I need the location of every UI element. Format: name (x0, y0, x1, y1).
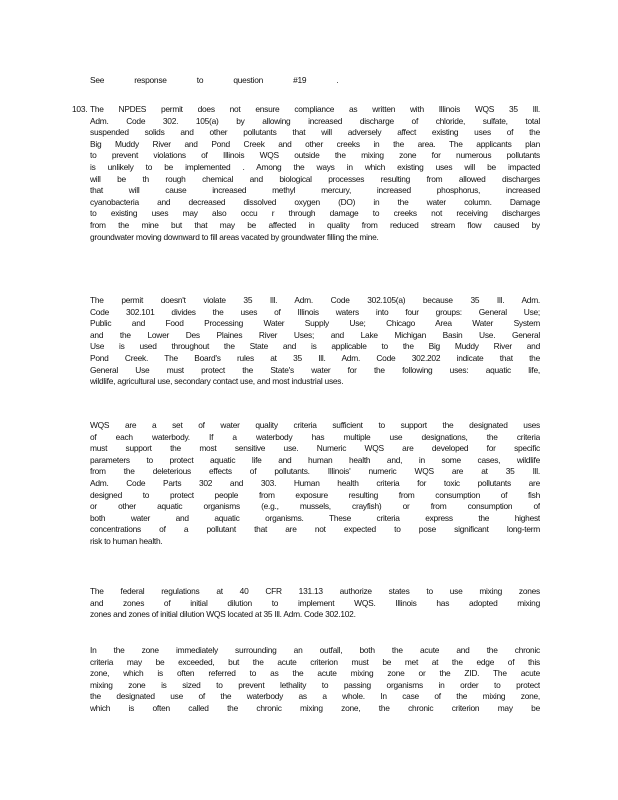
text-line: risk to human health. (90, 535, 163, 546)
text-line: that will cause increased methyl mercury, increased phosphorus, increased (90, 185, 540, 196)
text-line: the designated use of the waterbody as a whole. In case of the mixing zone, (90, 691, 540, 702)
text-line: mixing zone is sized to prevent lethality to passing organisms in order to protect (90, 679, 540, 690)
text-line: to prevent violations of Illinois WQS outside the mixing zone for numerous pollutants (90, 150, 540, 161)
text-line: of each waterbody. If a waterbody has multiple use designations, the criteria (90, 431, 540, 442)
text-line: and zones of initial dilution to implement WQS. Illinois has adopted mixing (90, 597, 540, 608)
text-line: Code 302.101 divides the uses of Illinois waters into four groups: General Use; (90, 306, 540, 317)
text-line: must support the most sensitive use. Numeric WQS are developed for specific (90, 443, 540, 454)
text-line: parameters to protect aquatic life and human health and, in some cases, wildlife (90, 454, 540, 465)
text-line: zone, which is often referred to as the acute mixing zone or the ZID. The acute (90, 668, 540, 679)
text-line: or other aquatic organisms (e.g., mussels, crayfish) or from consumption of (90, 501, 540, 512)
text-line: from the mine but that may be affected in quality from reduced stream flow caused by (90, 219, 540, 230)
intro-word: to (196, 75, 204, 85)
text-line: The NPDES permit does not ensure compliance as written with Illinois WQS 35 Ill. (90, 104, 540, 114)
item-number: 103. (72, 104, 88, 114)
text-line: groundwater moving downward to fill areas vacated by groundwater filling the mine. (90, 231, 379, 242)
text-line: designed to protect people from exposure resulting from consumption of fish (90, 489, 540, 500)
text-line: General Use must protect the State's water for the following uses: aquatic life, (90, 364, 540, 375)
text-line: Big Muddy River and Pond Creek and other creeks in the area. The applicants plan (90, 138, 540, 149)
text-line: wildlife, agricultural use, secondary contact use, and most industrial uses. (90, 376, 344, 387)
intro-word: response (134, 75, 167, 85)
text-line: which is often called the chronic mixing zone, the chronic criterion may be (90, 702, 540, 713)
intro-response-line (90, 75, 366, 87)
text-line: In the zone immediately surrounding an outfall, both the acute and the chronic (90, 645, 540, 655)
text-line: The permit doesn't violate 35 Ill. Adm. Code 302.105(a) because 35 Ill. Adm. (90, 295, 540, 305)
intro-word: . (336, 75, 339, 85)
text-line: from the deleterious effects of pollutants. Illinois' numeric WQS are at 35 Ill. (90, 466, 540, 477)
text-line: Adm. Code Parts 302 and 303. Human health criteria for toxic pollutants are (90, 477, 540, 488)
text-line: Adm. Code 302. 105(a) by allowing increased discharge of chloride, sulfate, total (90, 115, 540, 126)
intro-word: question (233, 75, 264, 85)
intro-word: #19 (293, 75, 307, 85)
text-line: to existing uses may also occu r through damage to creeks not receiving discharges (90, 208, 540, 219)
text-line: The federal regulations at 40 CFR 131.13 authorize states to use mixing zones (90, 586, 540, 596)
response-paragraph-3 (90, 586, 540, 621)
text-line: Pond Creek. The Board's rules at 35 Ill. Adm. Code 302.202 indicate that the (90, 352, 540, 363)
text-line: will be th rough chemical and biological processes resulting from allowed discharges (90, 173, 540, 184)
text-line: concentrations of a pollutant that are not expected to pose significant long-term (90, 524, 540, 535)
intro-word: See (90, 75, 105, 85)
text-line: Public and Food Processing Water Supply Use; Chicago Area Water System (90, 318, 540, 329)
text-line: WQS are a set of water quality criteria sufficient to support the designated uses (90, 420, 540, 430)
text-line: criteria may be exceeded, but the acute criterion must be met at the edge of this (90, 656, 540, 667)
response-paragraph-2 (90, 420, 540, 548)
comment-paragraph (90, 104, 540, 243)
response-paragraph-1 (90, 295, 540, 388)
text-line: cyanobacteria and decreased dissolved oxygen (DO) in the water column. Damage (90, 196, 540, 207)
text-line: and the Lower Des Plaines River Uses; and Lake Michigan Basin Use. General (90, 329, 540, 340)
text-line: Use is used throughout the State and is applicable to the Big Muddy River and (90, 341, 540, 352)
response-paragraph-4 (90, 645, 540, 715)
text-line: suspended solids and other pollutants that will adversely affect existing uses of the (90, 127, 540, 138)
text-line: both water and aquatic organisms. These criteria express the highest (90, 512, 540, 523)
text-line: is unlikely to be implemented . Among the ways in which existing uses will be impacted (90, 161, 540, 172)
text-line: zones and zones of initial dilution WQS located at 35 Ill. Adm. Code 302.102. (90, 609, 356, 620)
